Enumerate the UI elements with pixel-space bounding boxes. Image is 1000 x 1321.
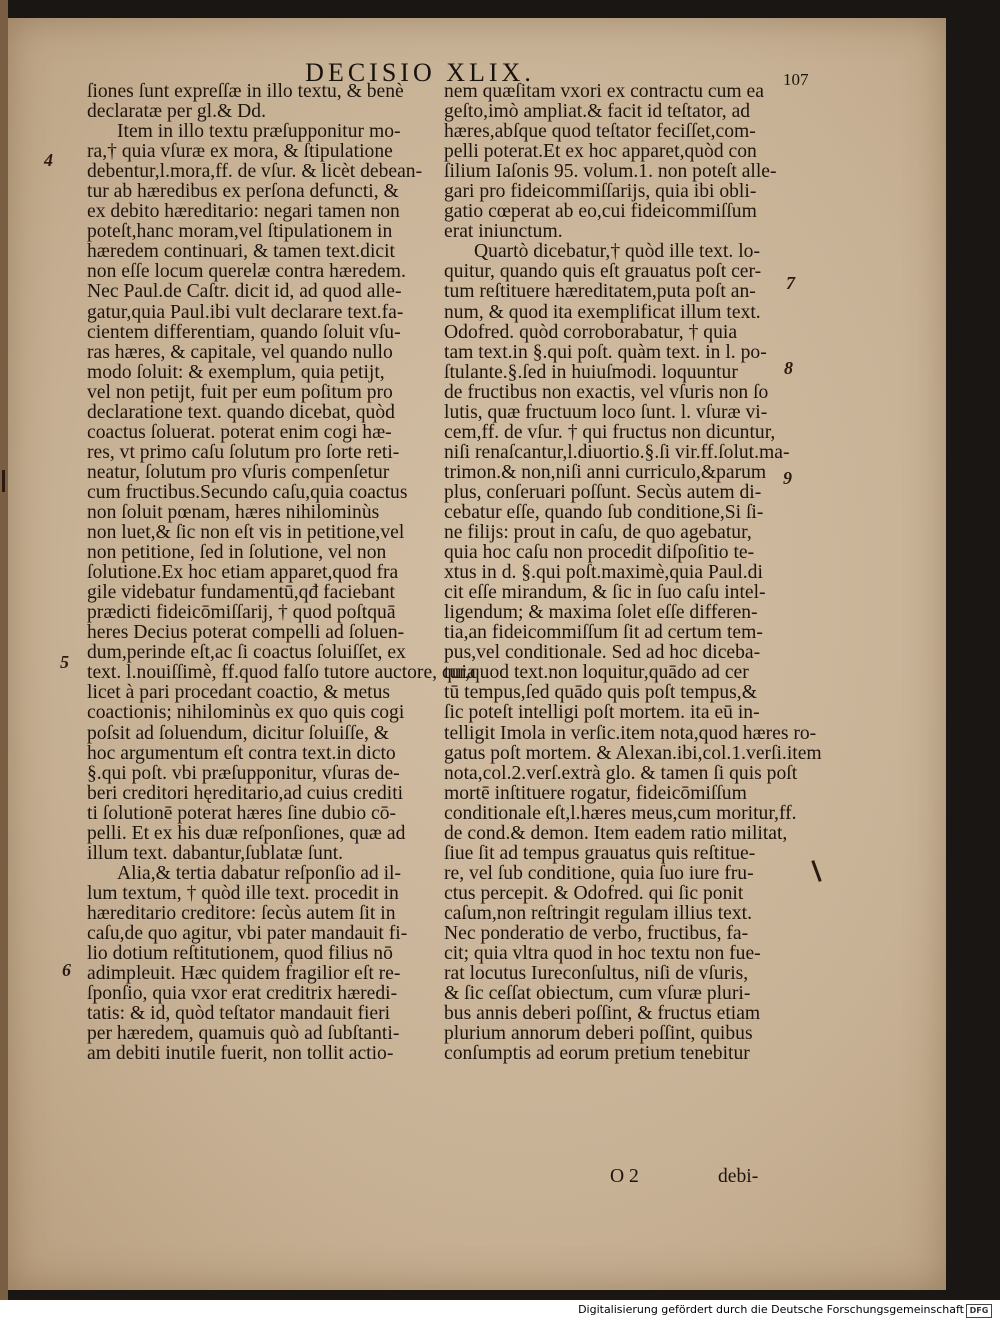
left-column-line: ex debito hæreditario: negari tamen non: [87, 201, 400, 223]
left-column-line: cum fructibus.Secundo caſu,quia coactus: [87, 481, 408, 503]
left-column-line: tur ab hæredibus ex perſona defuncti, &: [87, 181, 399, 203]
right-column-line: plurium annorum deberi poſſint, quibus: [444, 1023, 753, 1045]
left-column-line: vel non petijt, fuit per eum poſitum pro: [87, 381, 393, 403]
left-column-line: pelli. Et ex his duæ reſponſiones, quæ ad: [87, 822, 406, 844]
left-column-line: ti ſolutionē poterat hæres ſine dubio cō-: [87, 802, 397, 824]
left-column-line: modo ſoluit: & exemplum, quia petijt,: [87, 361, 385, 383]
signature-mark: O 2: [610, 1166, 639, 1187]
right-column-line: xtus in d. §.qui poſt.maximè,quia Paul.di: [444, 562, 763, 584]
right-column-line: ſilium Iaſonis 95. volum.1. non poteſt alle-: [444, 161, 777, 183]
left-column-line: prædicti fideicōmiſſarij, † quod poſtquā: [87, 602, 396, 624]
right-column-line: re, vel ſub conditione, quia ſuo iure fru-: [444, 862, 754, 884]
footer-bar: [0, 1300, 1000, 1321]
left-column-line: cientem differentiam, quando ſoluit vſu-: [87, 321, 401, 343]
left-column-line: non luet,& ſic non eſt vis in petitione,vel: [87, 522, 405, 544]
margin-number-left-2: 5: [60, 652, 69, 672]
right-column-line: num, & quod ita exemplificat illum text.: [444, 301, 761, 323]
left-column-line: non ſoluit pœnam, hæres nihilominùs: [87, 501, 380, 523]
right-column-line: cit eſſe mirandum, & ſic in ſuo caſu intel-: [444, 582, 766, 604]
right-column-line: quitur, quando quis eſt grauatus poſt cer-: [444, 261, 762, 283]
right-column-line: cit; quia vltra quod in hoc textu non fue-: [444, 943, 761, 965]
left-column-line: gatur,quia Paul.ibi vult declarare text.fa-: [87, 301, 404, 323]
left-column-line: coactionis; nihilominùs ex quo quis cogi: [87, 702, 405, 724]
margin-number-left-3: 6: [62, 960, 71, 980]
right-column-line: bus annis deberi poſſint, & fructus etiam: [444, 1003, 761, 1025]
left-column-line: ſiones ſunt expreſſæ in illo textu, & benè: [87, 81, 404, 102]
catchword: debi-: [718, 1166, 759, 1187]
left-column-line: neatur, ſolutum pro vſuris compenſetur: [87, 461, 390, 483]
left-column-line: hoc argumentum eſt contra text.in dicto: [87, 742, 396, 764]
margin-number-right-1: 7: [786, 273, 795, 293]
margin-number-left-1: 4: [44, 150, 53, 170]
right-column-line: gari pro fideicommiſſarijs, quia ibi obli-: [444, 181, 757, 203]
funding-credit: Digitalisierung gefördert durch die Deutsche Forschungsgemeinschaft: [578, 1303, 964, 1316]
left-column-line: res, vt primo caſu ſolutum pro ſorte reti-: [87, 441, 400, 463]
right-column-line: & ſic ceſſat obiectum, cum vſuræ pluri-: [444, 983, 751, 1005]
left-column-line: caſu,de quo agitur, vbi pater mandauit fi-: [87, 922, 408, 944]
left-column-line: declaratæ per gl.& Dd.: [87, 101, 267, 123]
right-column-line: de fructibus non exactis, vel vſuris non ſo: [444, 381, 769, 403]
right-column-line: pus,vel conditionale. Sed ad hoc diceba-: [444, 642, 761, 664]
right-column-line: tū tempus,ſed quādo quis poſt tempus,&: [444, 682, 757, 704]
right-column-line: geſto,imò ampliat.& facit id teſtator, ad: [444, 101, 751, 123]
left-column-line: ſponſio, quia vxor erat creditrix hæredi-: [87, 983, 398, 1005]
right-column-line: Odofred. quòd corroborabatur, † quia: [444, 321, 738, 343]
left-column-line: dum,perinde eſt,ac ſi coactus ſoluiſſet, ex: [87, 642, 406, 664]
right-column-line: lutis, quæ fructuum loco ſunt. l. vſuræ vi-: [444, 401, 768, 423]
left-column-line: declaratione text. quando dicebat, quòd: [87, 401, 395, 423]
left-column-line: Alia,& tertia dabatur reſponſio ad il-: [117, 862, 402, 884]
right-column-line: quia hoc caſu non procedit diſpoſitio te-: [444, 542, 755, 564]
left-column-line: poteſt,hanc moram,vel ſtipulationem in: [87, 221, 393, 243]
left-column-line: am debiti inutile fuerit, non tollit actio-: [87, 1043, 394, 1065]
right-column-line: gatus poſt mortem. & Alexan.ibi,col.1.verſi.item: [444, 742, 822, 764]
left-column-line: lum textum, † quòd ille text. procedit in: [87, 882, 399, 904]
left-column-line: ras hæres, & capitale, vel quando nullo: [87, 341, 393, 363]
right-column-line: conſumptis ad eorum pretium tenebitur: [444, 1043, 750, 1065]
left-column-line: heres Decius poterat compelli ad ſoluen-: [87, 622, 405, 644]
right-column-line: trimon.& non,niſi anni curriculo,&parum: [444, 461, 767, 483]
left-column-line: per hæredem, quamuis quò ad ſubſtanti-: [87, 1023, 400, 1045]
right-column-line: Quartò dicebatur,† quòd ille text. lo-: [474, 241, 760, 263]
left-text-column: [87, 81, 476, 1065]
left-column-line: licet à pari procedant coactio, & metus: [87, 682, 391, 704]
left-column-line: debentur,l.mora,ff. de vſur. & licèt debean-: [87, 161, 423, 183]
left-column-line: adimpleuit. Hæc quidem fragilior eſt re-: [87, 963, 401, 985]
left-column-line: beri creditori hęreditario,ad cuius crediti: [87, 782, 404, 804]
scan-mark-left: [2, 470, 5, 492]
right-column-line: erat iniunctum.: [444, 221, 563, 243]
right-column-line: de cond.& demon. Item eadem ratio militat,: [444, 822, 788, 844]
right-column-line: ligendum; & maxima ſolet eſſe differen-: [444, 602, 758, 624]
left-column-line: Nec Paul.de Caſtr. dicit id, ad quod alle-: [87, 281, 402, 303]
right-column-line: tum reſtituere hæreditatem,puta poſt an-: [444, 281, 756, 303]
right-column-line: niſi renaſcantur,l.diuortio.§.ſi vir.ff.ſolut.ma-: [444, 441, 790, 463]
right-column-line: ne filijs: prout in caſu, de quo agebatur,: [444, 522, 752, 544]
left-column-line: ſolutione.Ex hoc etiam apparet,quod fra: [87, 562, 399, 584]
left-column-line: non petitione, ſed in ſolutione, vel non: [87, 542, 387, 564]
left-column-line: text. l.nouiſſimè, ff.quod falſo tutore auctore, quia: [87, 662, 476, 684]
right-column-line: cem,ff. de vſur. † qui fructus non dicuntur,: [444, 421, 776, 443]
right-column-line: caſum,non reſtringit regulam illius text.: [444, 902, 752, 924]
left-column-line: gile videbatur fundamentū,qđ faciebant: [87, 582, 395, 604]
right-column-line: ſtulante.§.ſed in huiuſmodi. loquuntur: [444, 361, 738, 383]
margin-number-right-3: 9: [783, 468, 792, 488]
left-column-line: hæredem continuari, & tamen text.dicit: [87, 241, 395, 263]
left-column-line: lio dotium reſtitutionem, quod filius nō: [87, 943, 393, 965]
right-column-line: ſic poteſt intelligi poſt mortem. ita eū in-: [444, 702, 760, 724]
dfg-logo: DFG: [966, 1304, 992, 1318]
margin-number-right-2: 8: [784, 358, 793, 378]
right-column-line: Nec ponderatio de verbo, fructibus, fa-: [444, 922, 749, 944]
left-column-line: Item in illo textu præſupponitur mo-: [117, 121, 401, 143]
right-column-line: conditionale eſt,l.hæres meus,cum moritur,ff.: [444, 802, 797, 824]
right-column-line: ctus percepit. & Odofred. qui ſic ponit: [444, 882, 744, 904]
right-column-line: tam text.in §.qui poſt. quàm text. in l. po-: [444, 341, 767, 363]
right-column-line: telligit Imola in verſic.item nota,quod hæres ro-: [444, 722, 817, 744]
right-column-line: pelli poterat.Et ex hoc apparet,quòd con: [444, 141, 757, 163]
right-text-column: [444, 81, 822, 1065]
page-header-title: DECISIO XLIX.: [305, 58, 535, 87]
right-column-line: tur,quod text.non loquitur,quādo ad cer: [444, 662, 749, 684]
right-column-line: mortē inſtituere rogatur, fideicōmiſſum: [444, 782, 747, 804]
binding-edge: [0, 0, 8, 1300]
right-column-line: nem quæſitam vxori ex contractu cum ea: [444, 81, 764, 102]
left-column-line: tatis: & id, quòd teſtator mandauit fieri: [87, 1003, 391, 1025]
right-column-line: ſiue ſit ad tempus grauatus quis reſtitue-: [444, 842, 756, 864]
right-column-line: gatio cœperat ab eo,cui fideicommiſſum: [444, 201, 757, 223]
right-column-line: plus, conſeruari poſſunt. Secùs autem di-: [444, 481, 762, 503]
right-column-line: cebatur eſſe, quando ſub conditione,Si ſi-: [444, 501, 764, 523]
page-number: 107: [783, 70, 809, 89]
left-column-line: ra,† quia vſuræ ex mora, & ſtipulatione: [87, 141, 393, 163]
left-column-line: coactus ſoluerat. poterat enim cogi hæ-: [87, 421, 392, 443]
left-column-line: non eſſe locum querelæ contra hæredem.: [87, 261, 406, 283]
right-column-line: nota,col.2.verſ.extrà glo. & tamen ſi quis poſt: [444, 762, 798, 784]
right-column-line: hæres,abſque quod teſtator feciſſet,com-: [444, 121, 756, 143]
left-column-line: illum text. dabantur,ſublatæ ſunt.: [87, 842, 344, 864]
left-column-line: poſsit ad ſoluendum, dicitur ſoluiſſe, &: [87, 722, 390, 744]
left-column-line: hæreditario creditore: ſecùs autem ſit in: [87, 902, 396, 924]
left-column-line: §.qui poſt. vbi præſupponitur, vſuras de-: [87, 762, 400, 784]
right-column-line: tia,an fideicommiſſum ſit ad certum tem-: [444, 622, 763, 644]
right-column-line: rat locutus Iureconſultus, niſi de vſuris,: [444, 963, 749, 985]
